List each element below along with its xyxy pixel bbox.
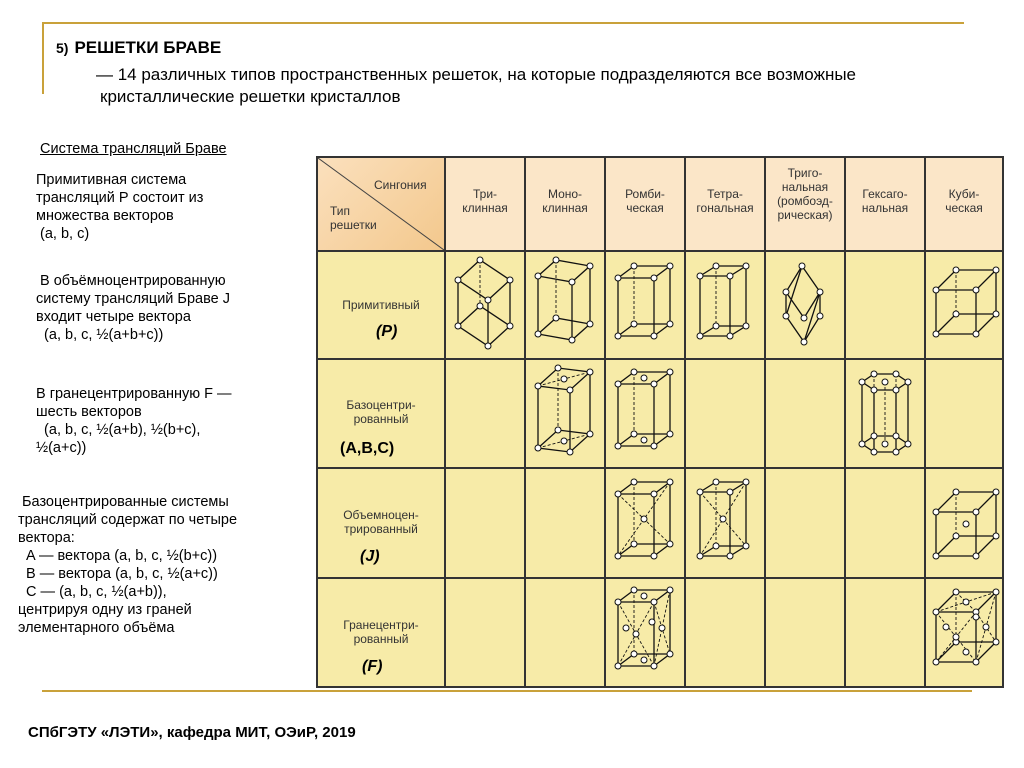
row-code-face-centered: (F) — [362, 658, 383, 675]
row-label-body-centered: Объемноцен- трированный — [343, 508, 419, 536]
corner-syngony-label: Сингония — [374, 178, 427, 192]
footer-credit: СПбГЭТУ «ЛЭТИ», кафедра МИТ, ОЭиР, 2019 — [28, 724, 356, 741]
row-label-base-centered: Базоцентри- рованный — [346, 398, 416, 426]
row-code-primitive: (P) — [376, 323, 398, 340]
orthorhombic-primitive-cell — [612, 260, 678, 350]
grid-line — [844, 156, 846, 688]
cubic-body-centered-cell — [930, 484, 1002, 570]
face-centered-description: В гранецентрированную F — шесть векторов (a, b, c, ½(a+b), ½(b+c), ½(a+c)) — [36, 386, 232, 456]
trigonal-primitive-cell — [776, 262, 832, 348]
grid-line — [316, 250, 1004, 252]
column-header-triclinic: Три- клинная — [462, 187, 508, 215]
slide-title-text: РЕШЕТКИ БРАВЕ — [74, 38, 222, 57]
column-header-orthorhombic: Ромби- ческая — [625, 187, 665, 215]
grid-line — [316, 156, 1004, 158]
grid-line — [316, 686, 1004, 688]
monoclinic-primitive-cell — [532, 256, 598, 352]
row-code-base-centered: (A,B,C) — [340, 440, 395, 457]
triclinic-primitive-cell — [452, 256, 518, 352]
grid-line — [316, 467, 1004, 469]
grid-line — [764, 156, 766, 688]
grid-line — [444, 156, 446, 688]
grid-line — [316, 358, 1004, 360]
grid-line — [924, 156, 926, 688]
primitive-description: Примитивная система трансляций Р состоит из множества векторов (a, b, c) — [36, 172, 204, 242]
grid-line — [684, 156, 686, 688]
grid-line — [604, 156, 606, 688]
column-header-tetragonal: Тетра- гональная — [696, 187, 754, 215]
grid-line — [316, 577, 1004, 579]
orthorhombic-face-centered-cell — [612, 584, 678, 680]
orthorhombic-body-centered-cell — [612, 476, 678, 570]
cubic-face-centered-cell — [930, 586, 1002, 676]
row-code-body-centered: (J) — [360, 548, 380, 565]
column-header-trigonal: Триго- нальная (ромбоэд- рическая) — [777, 166, 833, 222]
top-rule — [42, 22, 964, 24]
body-centered-description: В объёмноцентрированную систему трансляций Браве J входит четыре вектора (a, b, c, ½(a+b+c)) — [36, 273, 230, 343]
bottom-rule — [42, 690, 972, 692]
column-header-hexagonal: Гексаго- нальная — [861, 187, 909, 215]
grid-line — [524, 156, 526, 688]
base-centered-description: Базоцентрированные системы трансляций содержат по четыре вектора: A — вектора (a, b, c, ½(b+c)) B — вектора (a, b, c, ½(a+c)) C — (a, b, c, ½(a+b)), центрируя одну из граней элементарного объёма — [18, 494, 238, 636]
hexagonal-primitive-cell — [854, 368, 916, 462]
slide-number: 5) — [56, 40, 69, 56]
cubic-primitive-cell — [930, 262, 1002, 348]
sidebar-title: Система трансляций Браве — [40, 141, 227, 157]
monoclinic-base-centered-cell — [532, 364, 598, 464]
left-rule — [42, 22, 44, 94]
corner-lattice-type-label: Тип решетки — [330, 204, 377, 232]
column-header-cubic: Куби- ческая — [945, 187, 983, 215]
column-header-monoclinic: Моно- клинная — [542, 187, 588, 215]
slide-subtitle — [96, 64, 1006, 108]
subtitle-line-2: кристаллические решетки кристаллов — [100, 87, 401, 106]
orthorhombic-base-centered-cell — [612, 366, 678, 462]
tetragonal-body-centered-cell — [694, 476, 756, 570]
subtitle-line-1: — 14 различных типов пространственных решеток, на которые подразделяются все возможные — [96, 65, 857, 84]
row-label-primitive: Примитивный — [342, 298, 420, 312]
slide-title — [56, 38, 221, 58]
tetragonal-primitive-cell — [694, 260, 756, 350]
row-label-face-centered: Гранецентри- рованный — [343, 618, 419, 646]
grid-line — [1002, 156, 1004, 688]
